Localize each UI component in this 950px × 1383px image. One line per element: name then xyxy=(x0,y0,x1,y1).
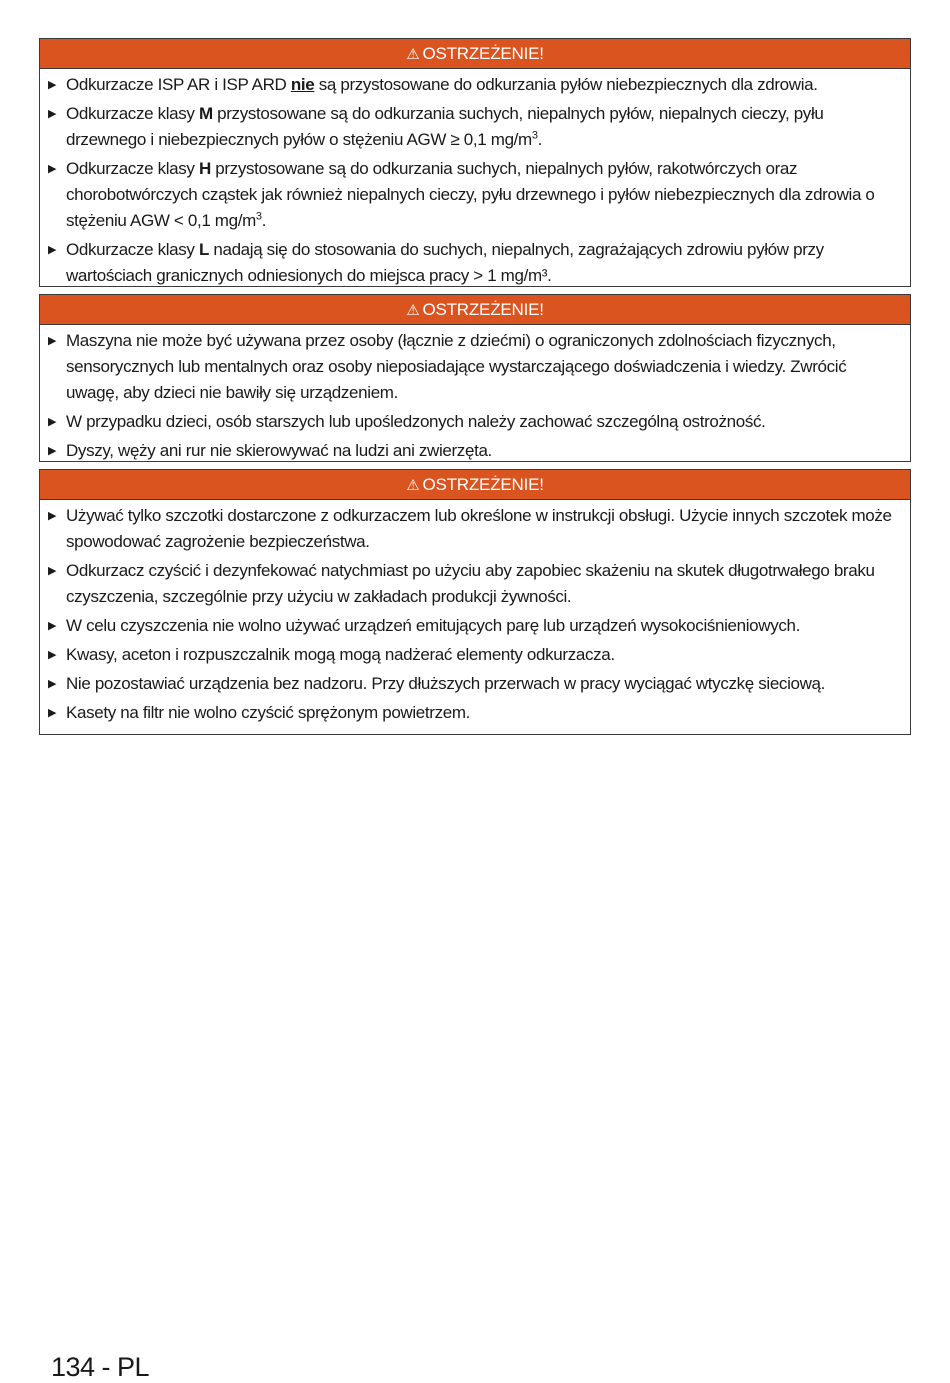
list-item xyxy=(48,101,902,153)
warning-list xyxy=(40,69,910,289)
warning-box-user-safety xyxy=(39,294,911,462)
bullet-triangle-icon: ▶ xyxy=(48,79,57,91)
list-item xyxy=(48,503,902,555)
warning-title: OSTRZEŻENIE! xyxy=(422,300,544,319)
warning-header xyxy=(40,470,910,500)
item-text: . xyxy=(537,130,543,149)
list-item xyxy=(48,438,902,464)
warning-list xyxy=(40,500,910,726)
item-text: przystosowane są do odkurzania suchych, niepalnych pyłów, rakotwórczych oraz chorobotwórczych cząstek jak również niepalnych cieczy, pyłu drzewnego i pyłów niebezpiecznych dla zdrowia o stężeniu AGW < 0,1 mg/m xyxy=(66,159,875,230)
bullet-triangle-icon: ▶ xyxy=(48,510,57,522)
item-text: Odkurzacz czyścić i dezynfekować natychmiast po użyciu aby zapobiec skażeniu na skutek długotrwałego braku czyszczenia, szczególnie przy użyciu w zakładach produkcji żywności. xyxy=(66,561,875,606)
item-text: W celu czyszczenia nie wolno używać urządzeń emitujących parę lub urządzeń wysokociśnieniowych. xyxy=(66,616,800,635)
item-text: Kasety na filtr nie wolno czyścić sprężonym powietrzem. xyxy=(66,703,471,722)
item-text: . xyxy=(261,211,267,230)
bullet-triangle-icon: ▶ xyxy=(48,416,57,428)
list-item xyxy=(48,156,902,234)
warning-triangle-icon: ⚠ xyxy=(406,477,420,494)
list-item xyxy=(48,671,902,697)
warning-title: OSTRZEŻENIE! xyxy=(422,475,544,494)
item-text: Odkurzacze klasy xyxy=(66,159,199,178)
item-text: W przypadku dzieci, osób starszych lub upośledzonych należy zachować szczególną ostrożność. xyxy=(66,412,766,431)
superscript: 3 xyxy=(255,210,262,223)
list-item xyxy=(48,700,902,726)
bullet-triangle-icon: ▶ xyxy=(48,163,57,175)
bullet-triangle-icon: ▶ xyxy=(48,335,57,347)
list-item xyxy=(48,72,902,98)
list-item xyxy=(48,237,902,289)
list-item xyxy=(48,328,902,406)
bullet-triangle-icon: ▶ xyxy=(48,445,57,457)
item-text: Odkurzacze klasy xyxy=(66,104,199,123)
item-text: Kwasy, aceton i rozpuszczalnik mogą mogą nadżerać elementy odkurzacza. xyxy=(66,645,615,664)
bullet-triangle-icon: ▶ xyxy=(48,707,57,719)
item-text: Używać tylko szczotki dostarczone z odkurzaczem lub określone w instrukcji obsługi. Użycie innych szczotek może spowodować zagrożenie bezpieczeństwa. xyxy=(66,506,892,551)
bullet-triangle-icon: ▶ xyxy=(48,649,57,661)
warning-title: OSTRZEŻENIE! xyxy=(422,44,544,63)
item-text: nadają się do stosowania do suchych, niepalnych, zagrażających zdrowiu pyłów przy wartościach granicznych odniesionych do miejsca pracy > 1 mg/m³. xyxy=(66,240,824,285)
list-item xyxy=(48,558,902,610)
list-item xyxy=(48,642,902,668)
warning-header xyxy=(40,295,910,325)
bullet-triangle-icon: ▶ xyxy=(48,620,57,632)
list-item xyxy=(48,409,902,435)
dust-class-label: M xyxy=(198,104,213,123)
item-text: przystosowane są do odkurzania suchych, niepalnych pyłów, niepalnych cieczy, pyłu drzewnego i niebezpiecznych pyłów o stężeniu AGW ≥ 0,1 mg/m xyxy=(66,104,824,149)
item-text: Nie pozostawiać urządzenia bez nadzoru. Przy dłuższych przerwach w pracy wyciągać wtyczkę sieciową. xyxy=(66,674,826,693)
bullet-triangle-icon: ▶ xyxy=(48,565,57,577)
bullet-triangle-icon: ▶ xyxy=(48,678,57,690)
page-number: 134 - PL xyxy=(51,1352,150,1382)
list-item xyxy=(48,613,902,639)
bullet-triangle-icon: ▶ xyxy=(48,108,57,120)
bullet-triangle-icon: ▶ xyxy=(48,244,57,256)
warning-list xyxy=(40,325,910,464)
warning-triangle-icon: ⚠ xyxy=(406,302,420,319)
warning-triangle-icon: ⚠ xyxy=(406,46,420,63)
superscript: 3 xyxy=(531,129,538,142)
item-text: są przystosowane do odkurzania pyłów niebezpiecznych dla zdrowia. xyxy=(314,75,818,94)
item-text: Odkurzacze ISP AR i ISP ARD xyxy=(66,75,291,94)
dust-class-label: L xyxy=(198,240,209,259)
item-text: Dyszy, węży ani rur nie skierowywać na ludzi ani zwierzęta. xyxy=(66,441,492,460)
warning-header xyxy=(40,39,910,69)
item-text: Maszyna nie może być używana przez osoby (łącznie z dziećmi) o ograniczonych zdolnościach fizycznych, sensorycznych lub mentalnych oraz osoby nieposiadające wystarczającego doświadczenia i wiedzy. Zwrócić uwagę, aby dzieci nie bawiły się urządzeniem. xyxy=(66,331,847,402)
warning-box-maintenance xyxy=(39,469,911,735)
warning-box-dust-classes xyxy=(39,38,911,287)
dust-class-label: H xyxy=(198,159,211,178)
item-text: Odkurzacze klasy xyxy=(66,240,199,259)
item-emphasis: nie xyxy=(290,75,315,94)
